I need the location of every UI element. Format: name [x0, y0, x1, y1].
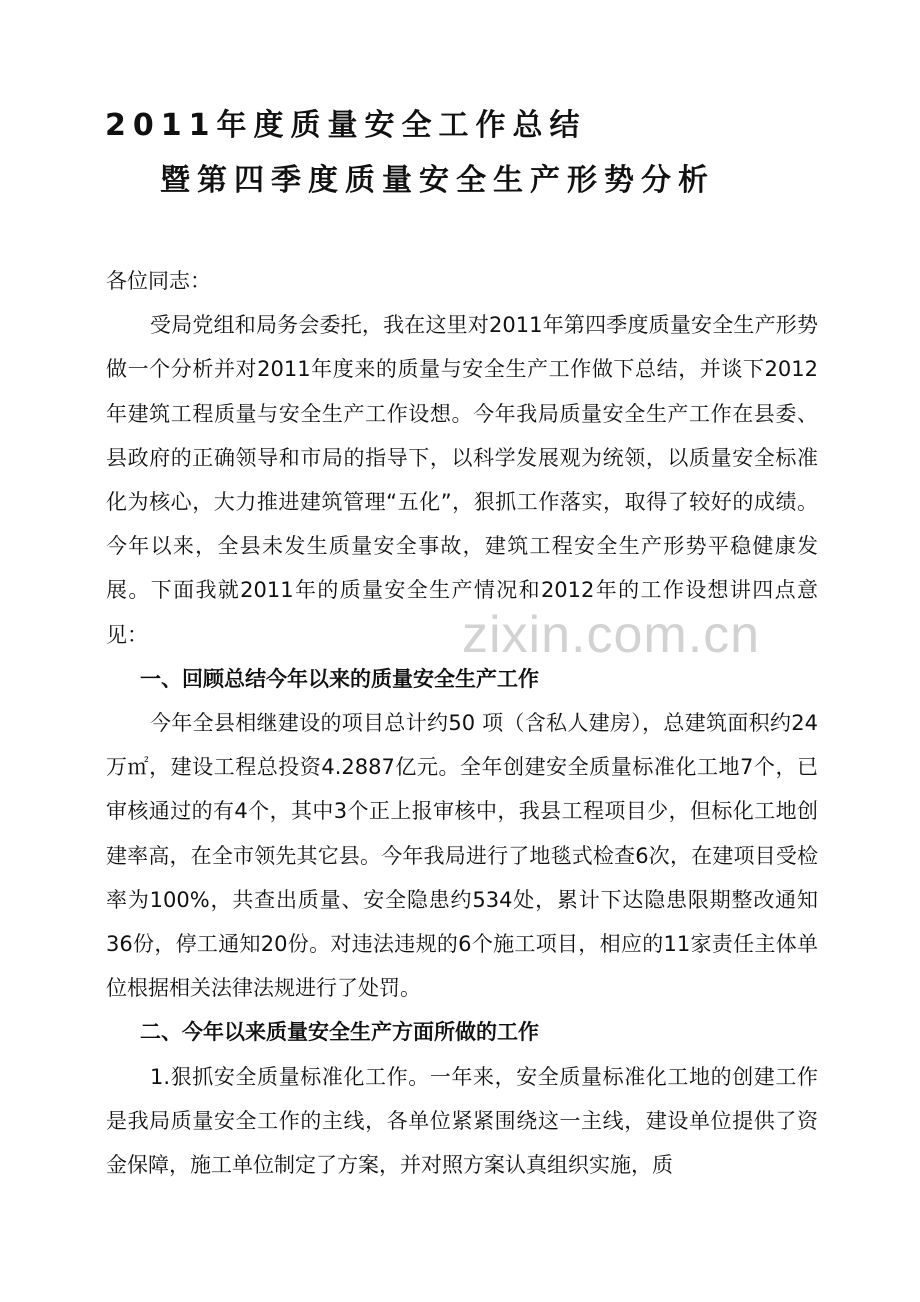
- document-subtitle: 暨第四季度质量安全生产形势分析: [160, 163, 715, 198]
- section-1-paragraph: 今年全县相继建设的项目总计约50 项（含私人建房），总建筑面积约24万㎡，建设工程总投资4.2887亿元。全年创建安全质量标准化工地7个，已审核通过的有4个，其中3个正上报审核中，我县工程项目少，但标化工地创建率高，在全市领先其它县。今年我局进行了地毯式检查6次，在建项目受检率为100%，共查出质量、安全隐患约534处，累计下达隐患限期整改通知36份，停工通知20份。对违法违规的6个施工项目，相应的11家责任主体单位根据相关法律法规进行了处罚。: [106, 711, 818, 1001]
- document-title: 2011年度质量安全工作总结: [105, 108, 587, 143]
- section-heading-2: 二、今年以来质量安全生产方面所做的工作: [140, 1020, 539, 1045]
- watermark: zixin.com.cn: [462, 606, 761, 664]
- salutation: 各位同志：: [106, 269, 211, 293]
- intro-paragraph: 受局党组和局务会委托，我在这里对2011年第四季度质量安全生产形势做一个分析并对2011年度来的质量与安全生产工作做下总结，并谈下2012年建筑工程质量与安全生产工作设想。今年我局质量安全生产工作在县委、县政府的正确领导和市局的指导下，以科学发展观为统领，以质量安全标准化为核心，大力推进建筑管理“五化”，狠抓工作落实，取得了较好的成绩。今年以来，全县未发生质量安全事故，建筑工程安全生产形势平稳健康发展。下面我就2011年的质量安全生产情况和2012年的工作设想讲四点意见：: [106, 313, 818, 647]
- section-heading-1: 一、回顾总结今年以来的质量安全生产工作: [140, 666, 539, 691]
- document-body: [106, 259, 818, 1187]
- section-2-paragraph: 1.狠抓安全质量标准化工作。一年来，安全质量标准化工地的创建工作是我局质量安全工作的主线，各单位紧紧围绕这一主线，建设单位提供了资金保障，施工单位制定了方案，并对照方案认真组织实施，质: [106, 1064, 818, 1178]
